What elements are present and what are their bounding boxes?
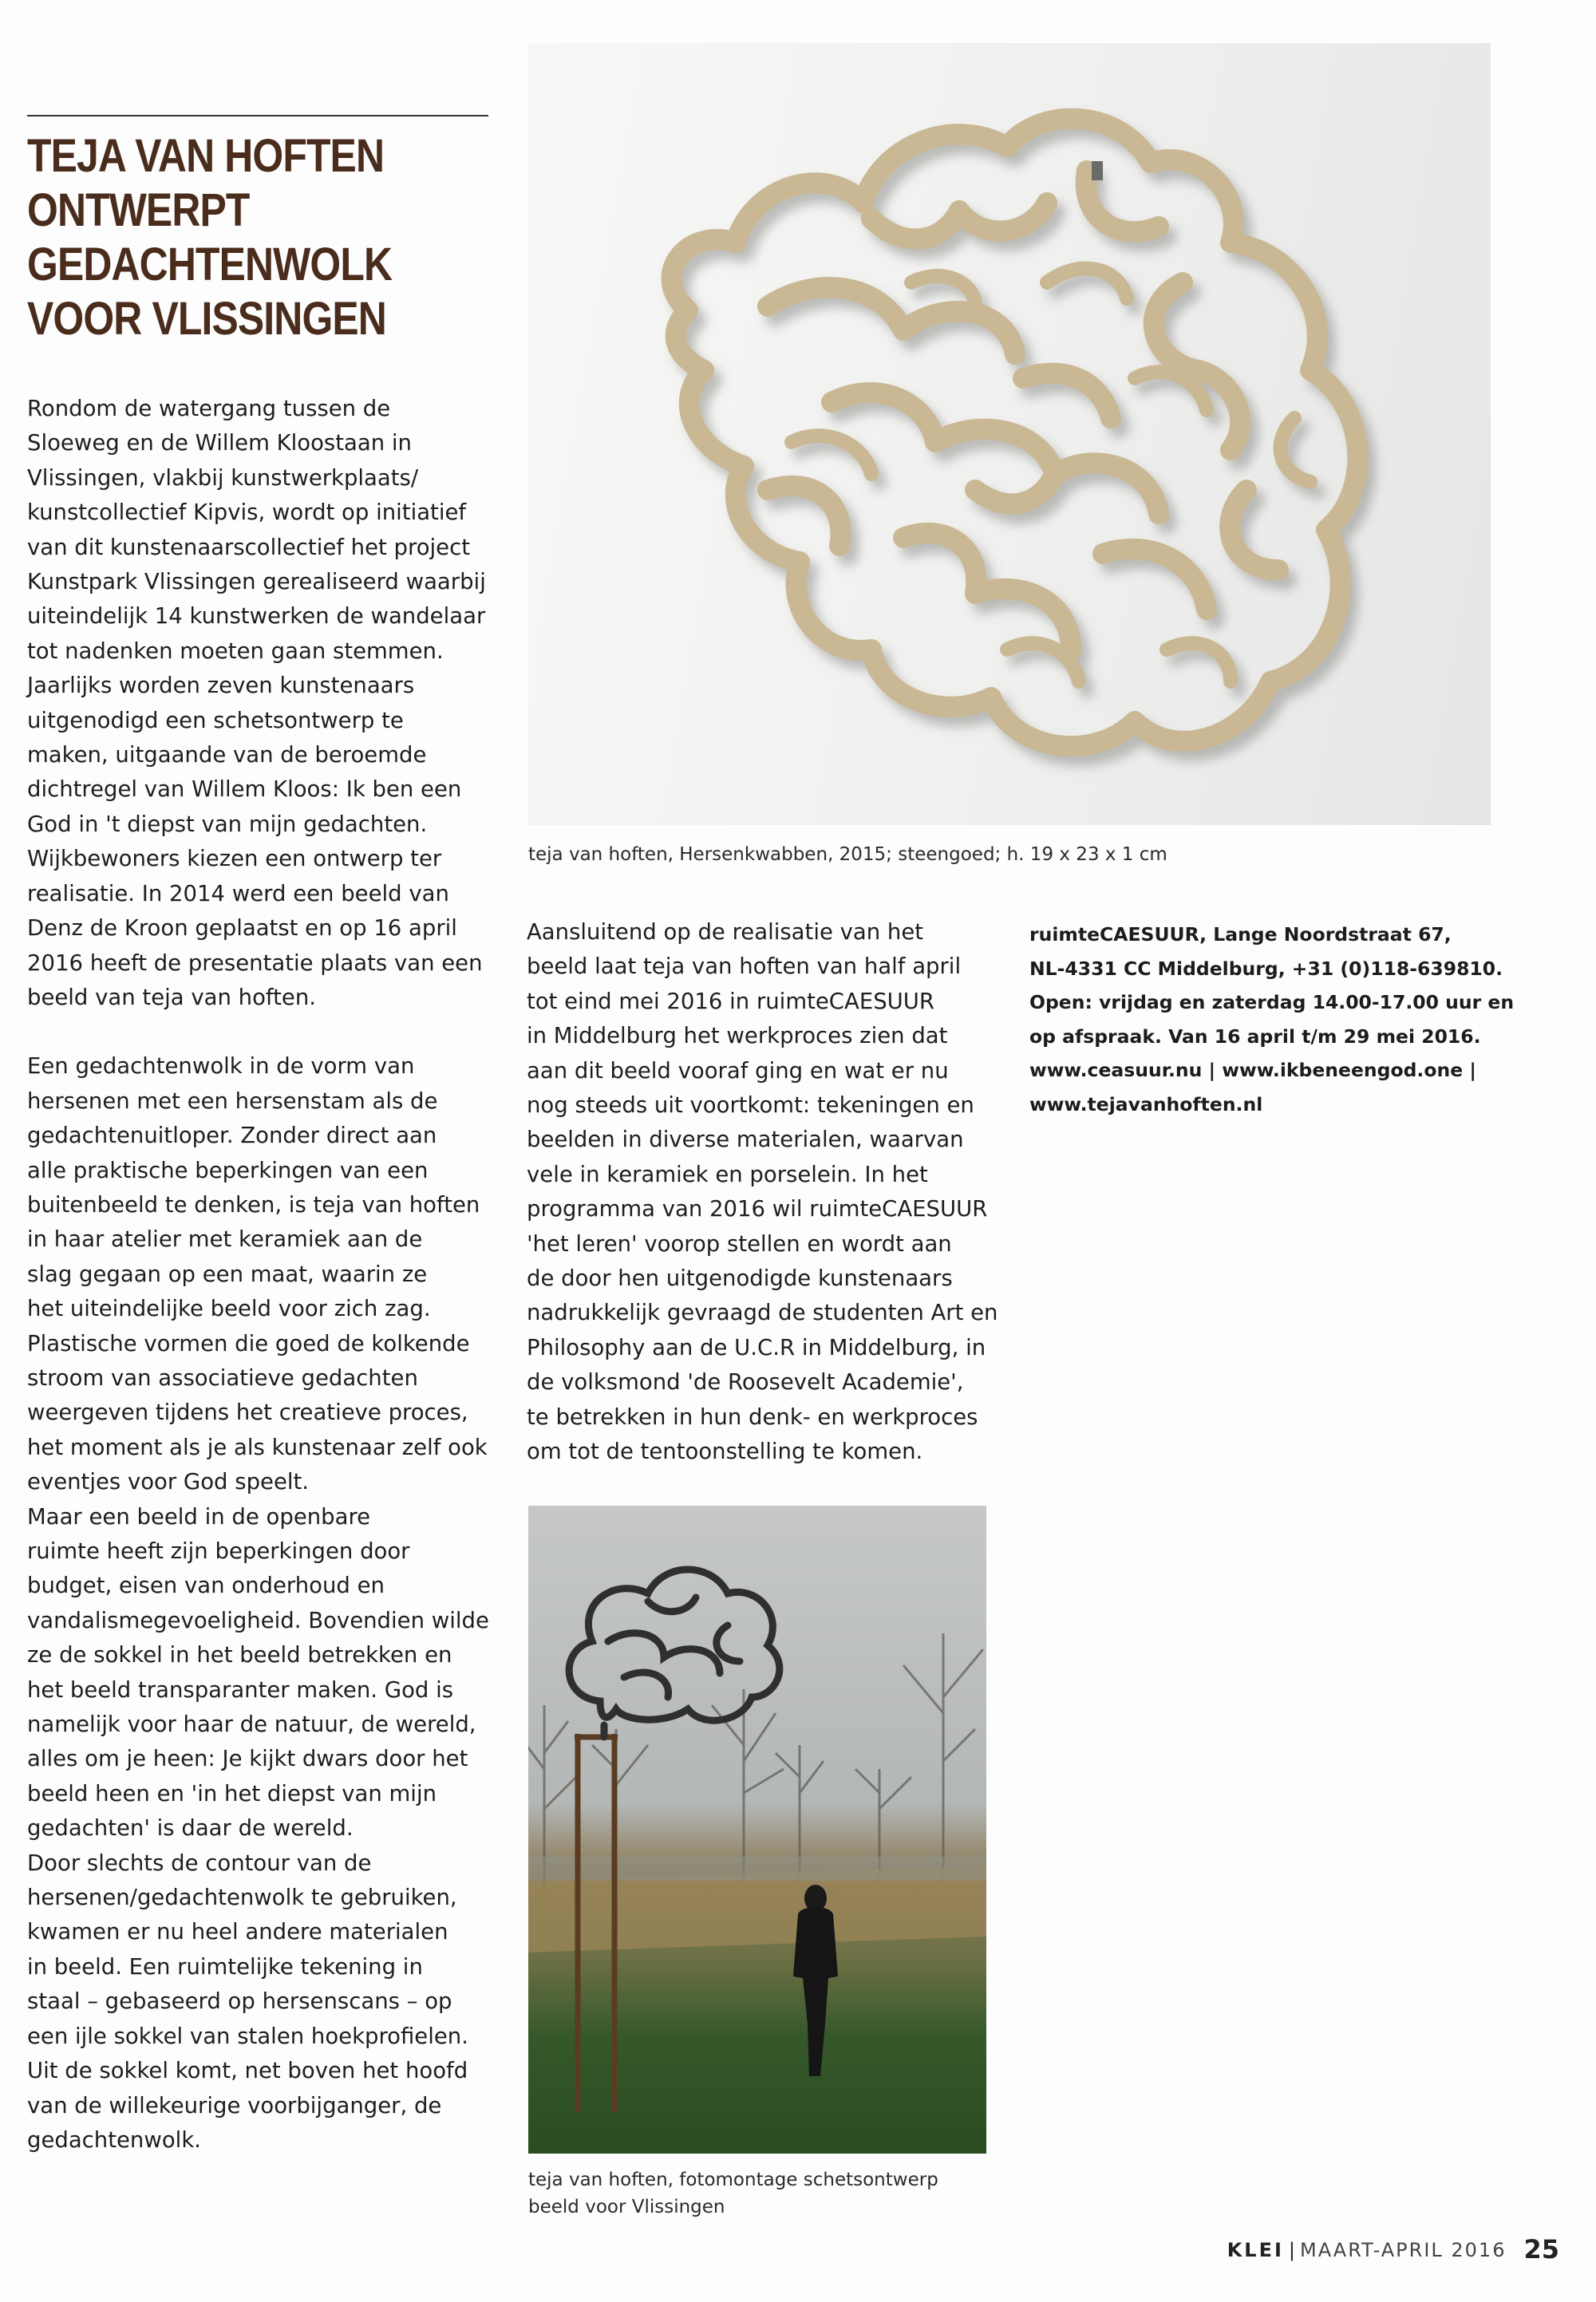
paragraph-intro: Rondom de watergang tussen de Sloeweg en de Willem Kloostaan in Vlissingen, vlakbij kunstwerkplaats/ kunstcollectief Kipvis, wordt op initiatief van dit kunstenaarscollectief het project Kunstpark Vlissingen gerealiseerd waarbij uiteindelijk 14 kunstwerken de wandelaar tot nadenken moeten gaan stemmen. Jaarlijks worden zeven kunstenaars uitgenodigd een schetsontwerp te maken, uitgaande van de beroemde dichtregel van Willem Kloos: Ik ben een God in 't diepst van mijn gedachten. Wijkbewoners kiezen een ontwerp ter realisatie. In 2014 werd een beeld van Denz de Kroon geplaatst en op 16 april 2016 heeft de presentatie plaats van een beeld van teja van hoften. [27,396,486,1010]
title-line: VOOR VLISSINGEN [27,293,386,345]
photomontage-illustration [528,1506,986,2154]
body-column-2 [527,915,1005,1470]
title-line: GEDACHTENWOLK [27,239,393,290]
magazine-name: KLEI [1227,2239,1284,2261]
photo-caption-1: teja van hoften, Hersenkwabben, 2015; steengoed; h. 19 x 23 x 1 cm [528,844,1167,865]
title-line: ONTWERPT [27,184,250,236]
article-title [27,129,488,346]
title-rule [27,115,488,116]
photo-hersenkwabben [528,43,1491,825]
body-column-1 [27,392,490,2158]
paragraph-exhibition: Aansluitend op de realisatie van het beeld laat teja van hoften van half april tot eind mei 2016 in ruimteCAESUUR in Middelburg het werkproces zien dat aan dit beeld vooraf ging en wat er nu nog steeds uit voortkomt: tekeningen en beelden in diverse materialen, waarvan vele in keramiek en porselein. In het programma van 2016 wil ruimteCAESUUR 'het leren' voorop stellen en wordt aan de door hen uitgenodigde kunstenaars nadrukkelijk gevraagd de studenten Art en Philosophy aan de U.C.R in Middelburg, in de volksmond 'de Roosevelt Academie', te betrekken in hun denk- en werkproces om tot de tentoonstelling te komen. [527,919,998,1465]
brain-sculpture-illustration [528,43,1491,825]
photo-caption-2: teja van hoften, fotomontage schetsontwerp beeld voor Vlissingen [528,2170,938,2217]
title-line: TEJA VAN HOFTEN [27,130,385,182]
steel-brain-outline [569,1570,780,1737]
footer-separator: | [1288,2239,1296,2261]
person-figure [793,1885,838,2076]
issue-date: MAART-APRIL 2016 [1300,2239,1507,2261]
venue-info: ruimteCAESUUR, Lange Noordstraat 67, NL-4331 CC Middelburg, +31 (0)118-639810. Open: vrijdag en zaterdag 14.00-17.00 uur en op afspraak. Van 16 april t/m 29 mei 2016. www.ceasuur.nu | www.ikbeneengod.one | www.tejavanhoften.nl [1029,923,1515,1115]
wall-hanger [1092,161,1103,180]
page-number: 25 [1523,2234,1559,2264]
photo-fotomontage [528,1506,986,2154]
page-footer [1227,2234,1559,2264]
paragraph-design: Een gedachtenwolk in de vorm van hersenen met een hersenstam als de gedachtenuitloper. Zonder direct aan alle praktische beperkingen van een buitenbeeld te denken, is teja van hoften in haar atelier met keramiek aan de slag gegaan op een maat, waarin ze het uiteindelijke beeld voor zich zag. Plastische vormen die goed de kolkende stroom van associatieve gedachten weergeven tijdens het creatieve proces, het moment als je als kunstenaar zelf ook eventjes voor God speelt. Maar een beeld in de openbare ruimte heeft zijn beperkingen door budget, eisen van onderhoud en vandalismegevoeligheid. Bovendien wilde ze de sokkel in het beeld betrekken en het beeld transparanter maken. God is namelijk voor haar de natuur, de wereld, alles om je heen: Je kijkt dwars door het beeld heen en 'in het diepst van mijn gedachten' is daar de wereld. Door slechts de contour van de hersenen/gedachtenwolk te gebruiken, kwamen er nu heel andere materialen in beeld. Een ruimtelijke tekening in staal – gebaseerd op hersenscans – op een ijle sokkel van stalen hoekprofielen. Uit de sokkel komt, net boven het hoofd van de willekeurige voorbijganger, de gedachtenwolk. [27,1053,489,2153]
